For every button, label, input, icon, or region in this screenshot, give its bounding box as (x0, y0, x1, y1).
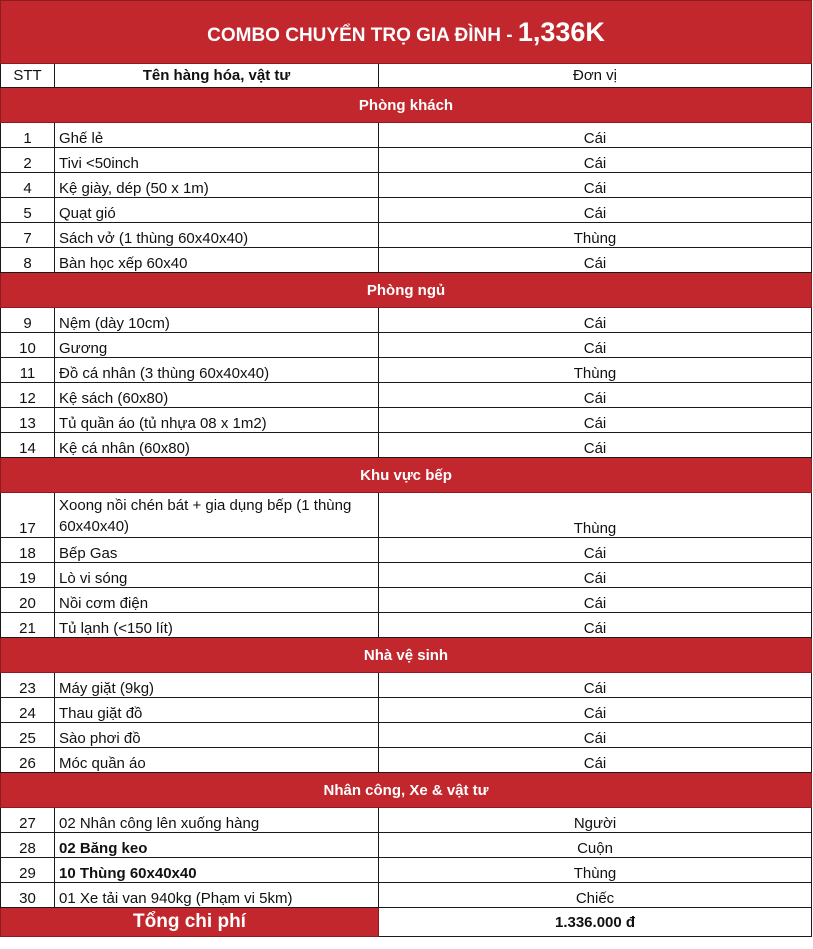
item-name: Gương (55, 333, 379, 358)
table-row (1, 248, 812, 273)
item-unit: Cái (379, 588, 812, 613)
item-stt: 2 (1, 148, 55, 173)
table-row (1, 563, 812, 588)
item-unit: Cái (379, 433, 812, 458)
table-row (1, 358, 812, 383)
header-row (1, 64, 812, 88)
item-stt: 19 (1, 563, 55, 588)
item-name: Nồi cơm điện (55, 588, 379, 613)
item-name: Tivi <50inch (55, 148, 379, 173)
title-row (1, 1, 812, 64)
section-header-row (1, 638, 812, 673)
item-stt: 5 (1, 198, 55, 223)
item-name: Kệ sách (60x80) (55, 383, 379, 408)
item-stt: 17 (1, 493, 55, 538)
item-stt: 13 (1, 408, 55, 433)
table-row (1, 698, 812, 723)
table-row (1, 723, 812, 748)
item-name: Xoong nồi chén bát + gia dụng bếp (1 thùng 60x40x40) (55, 493, 379, 538)
item-name: Sách vở (1 thùng 60x40x40) (55, 223, 379, 248)
item-name: Máy giặt (9kg) (55, 673, 379, 698)
item-unit: Cái (379, 748, 812, 773)
item-stt: 4 (1, 173, 55, 198)
item-stt: 18 (1, 538, 55, 563)
item-name: Lò vi sóng (55, 563, 379, 588)
item-name: Kệ cá nhân (60x80) (55, 433, 379, 458)
item-name: Nệm (dày 10cm) (55, 308, 379, 333)
total-value: 1.336.000 đ (379, 908, 812, 937)
item-unit: Cái (379, 613, 812, 638)
item-unit: Cái (379, 673, 812, 698)
item-name: 02 Nhân công lên xuống hàng (55, 808, 379, 833)
section-title: Phòng ngủ (1, 273, 812, 308)
item-unit: Cái (379, 538, 812, 563)
item-unit: Cái (379, 408, 812, 433)
item-unit: Cái (379, 173, 812, 198)
item-stt: 9 (1, 308, 55, 333)
table-row (1, 538, 812, 563)
table-row (1, 123, 812, 148)
section-header-row (1, 273, 812, 308)
item-name: Móc quần áo (55, 748, 379, 773)
item-name: Bàn học xếp 60x40 (55, 248, 379, 273)
item-stt: 28 (1, 833, 55, 858)
item-name: Đồ cá nhân (3 thùng 60x40x40) (55, 358, 379, 383)
item-stt: 23 (1, 673, 55, 698)
table-row (1, 613, 812, 638)
item-name: 01 Xe tải van 940kg (Phạm vi 5km) (55, 883, 379, 908)
item-stt: 21 (1, 613, 55, 638)
table-row (1, 748, 812, 773)
section-title: Nhà vệ sinh (1, 638, 812, 673)
section-header-row (1, 88, 812, 123)
section-title: Khu vực bếp (1, 458, 812, 493)
item-stt: 14 (1, 433, 55, 458)
table-row (1, 493, 812, 538)
section-header-row (1, 773, 812, 808)
table-row (1, 808, 812, 833)
header-unit: Đơn vị (379, 64, 812, 88)
item-stt: 26 (1, 748, 55, 773)
table-row (1, 333, 812, 358)
item-unit: Thùng (379, 358, 812, 383)
item-unit: Chiếc (379, 883, 812, 908)
table-row (1, 408, 812, 433)
table-row (1, 858, 812, 883)
item-unit: Cái (379, 148, 812, 173)
table-row (1, 383, 812, 408)
item-name: Sào phơi đồ (55, 723, 379, 748)
item-unit: Thùng (379, 493, 812, 538)
item-unit: Cái (379, 333, 812, 358)
section-title: Nhân công, Xe & vật tư (1, 773, 812, 808)
item-unit: Cái (379, 383, 812, 408)
item-unit: Cái (379, 698, 812, 723)
item-unit: Cuộn (379, 833, 812, 858)
item-name: Quạt gió (55, 198, 379, 223)
item-stt: 25 (1, 723, 55, 748)
item-name: Kệ giày, dép (50 x 1m) (55, 173, 379, 198)
item-unit: Người (379, 808, 812, 833)
item-stt: 11 (1, 358, 55, 383)
item-stt: 7 (1, 223, 55, 248)
item-name: 10 Thùng 60x40x40 (55, 858, 379, 883)
item-stt: 1 (1, 123, 55, 148)
item-name: Tủ lạnh (<150 lít) (55, 613, 379, 638)
item-unit: Thùng (379, 223, 812, 248)
page-title (1, 1, 812, 64)
item-stt: 24 (1, 698, 55, 723)
item-unit: Cái (379, 123, 812, 148)
section-title: Phòng khách (1, 88, 812, 123)
item-unit: Cái (379, 248, 812, 273)
table-row (1, 833, 812, 858)
table-row (1, 148, 812, 173)
table-row (1, 673, 812, 698)
item-name: Ghế lẻ (55, 123, 379, 148)
header-name: Tên hàng hóa, vật tư (55, 64, 379, 88)
table-row (1, 883, 812, 908)
item-stt: 12 (1, 383, 55, 408)
item-unit: Cái (379, 308, 812, 333)
header-stt: STT (1, 64, 55, 88)
item-stt: 20 (1, 588, 55, 613)
item-unit: Thùng (379, 858, 812, 883)
table-row (1, 198, 812, 223)
item-stt: 29 (1, 858, 55, 883)
total-row (1, 908, 812, 937)
item-name: Thau giặt đồ (55, 698, 379, 723)
table-row (1, 433, 812, 458)
item-name: Bếp Gas (55, 538, 379, 563)
item-stt: 30 (1, 883, 55, 908)
total-label: Tổng chi phí (1, 908, 379, 937)
item-stt: 10 (1, 333, 55, 358)
table-row (1, 223, 812, 248)
table-row (1, 308, 812, 333)
section-header-row (1, 458, 812, 493)
item-unit: Cái (379, 563, 812, 588)
item-unit: Cái (379, 723, 812, 748)
table-row (1, 173, 812, 198)
item-stt: 27 (1, 808, 55, 833)
item-name: Tủ quần áo (tủ nhựa 08 x 1m2) (55, 408, 379, 433)
item-name: 02 Băng keo (55, 833, 379, 858)
title-price: 1,336K (517, 16, 605, 47)
item-stt: 8 (1, 248, 55, 273)
title-text: COMBO CHUYỂN TRỌ GIA ĐÌNH - (207, 24, 518, 46)
item-unit: Cái (379, 198, 812, 223)
table-row (1, 588, 812, 613)
